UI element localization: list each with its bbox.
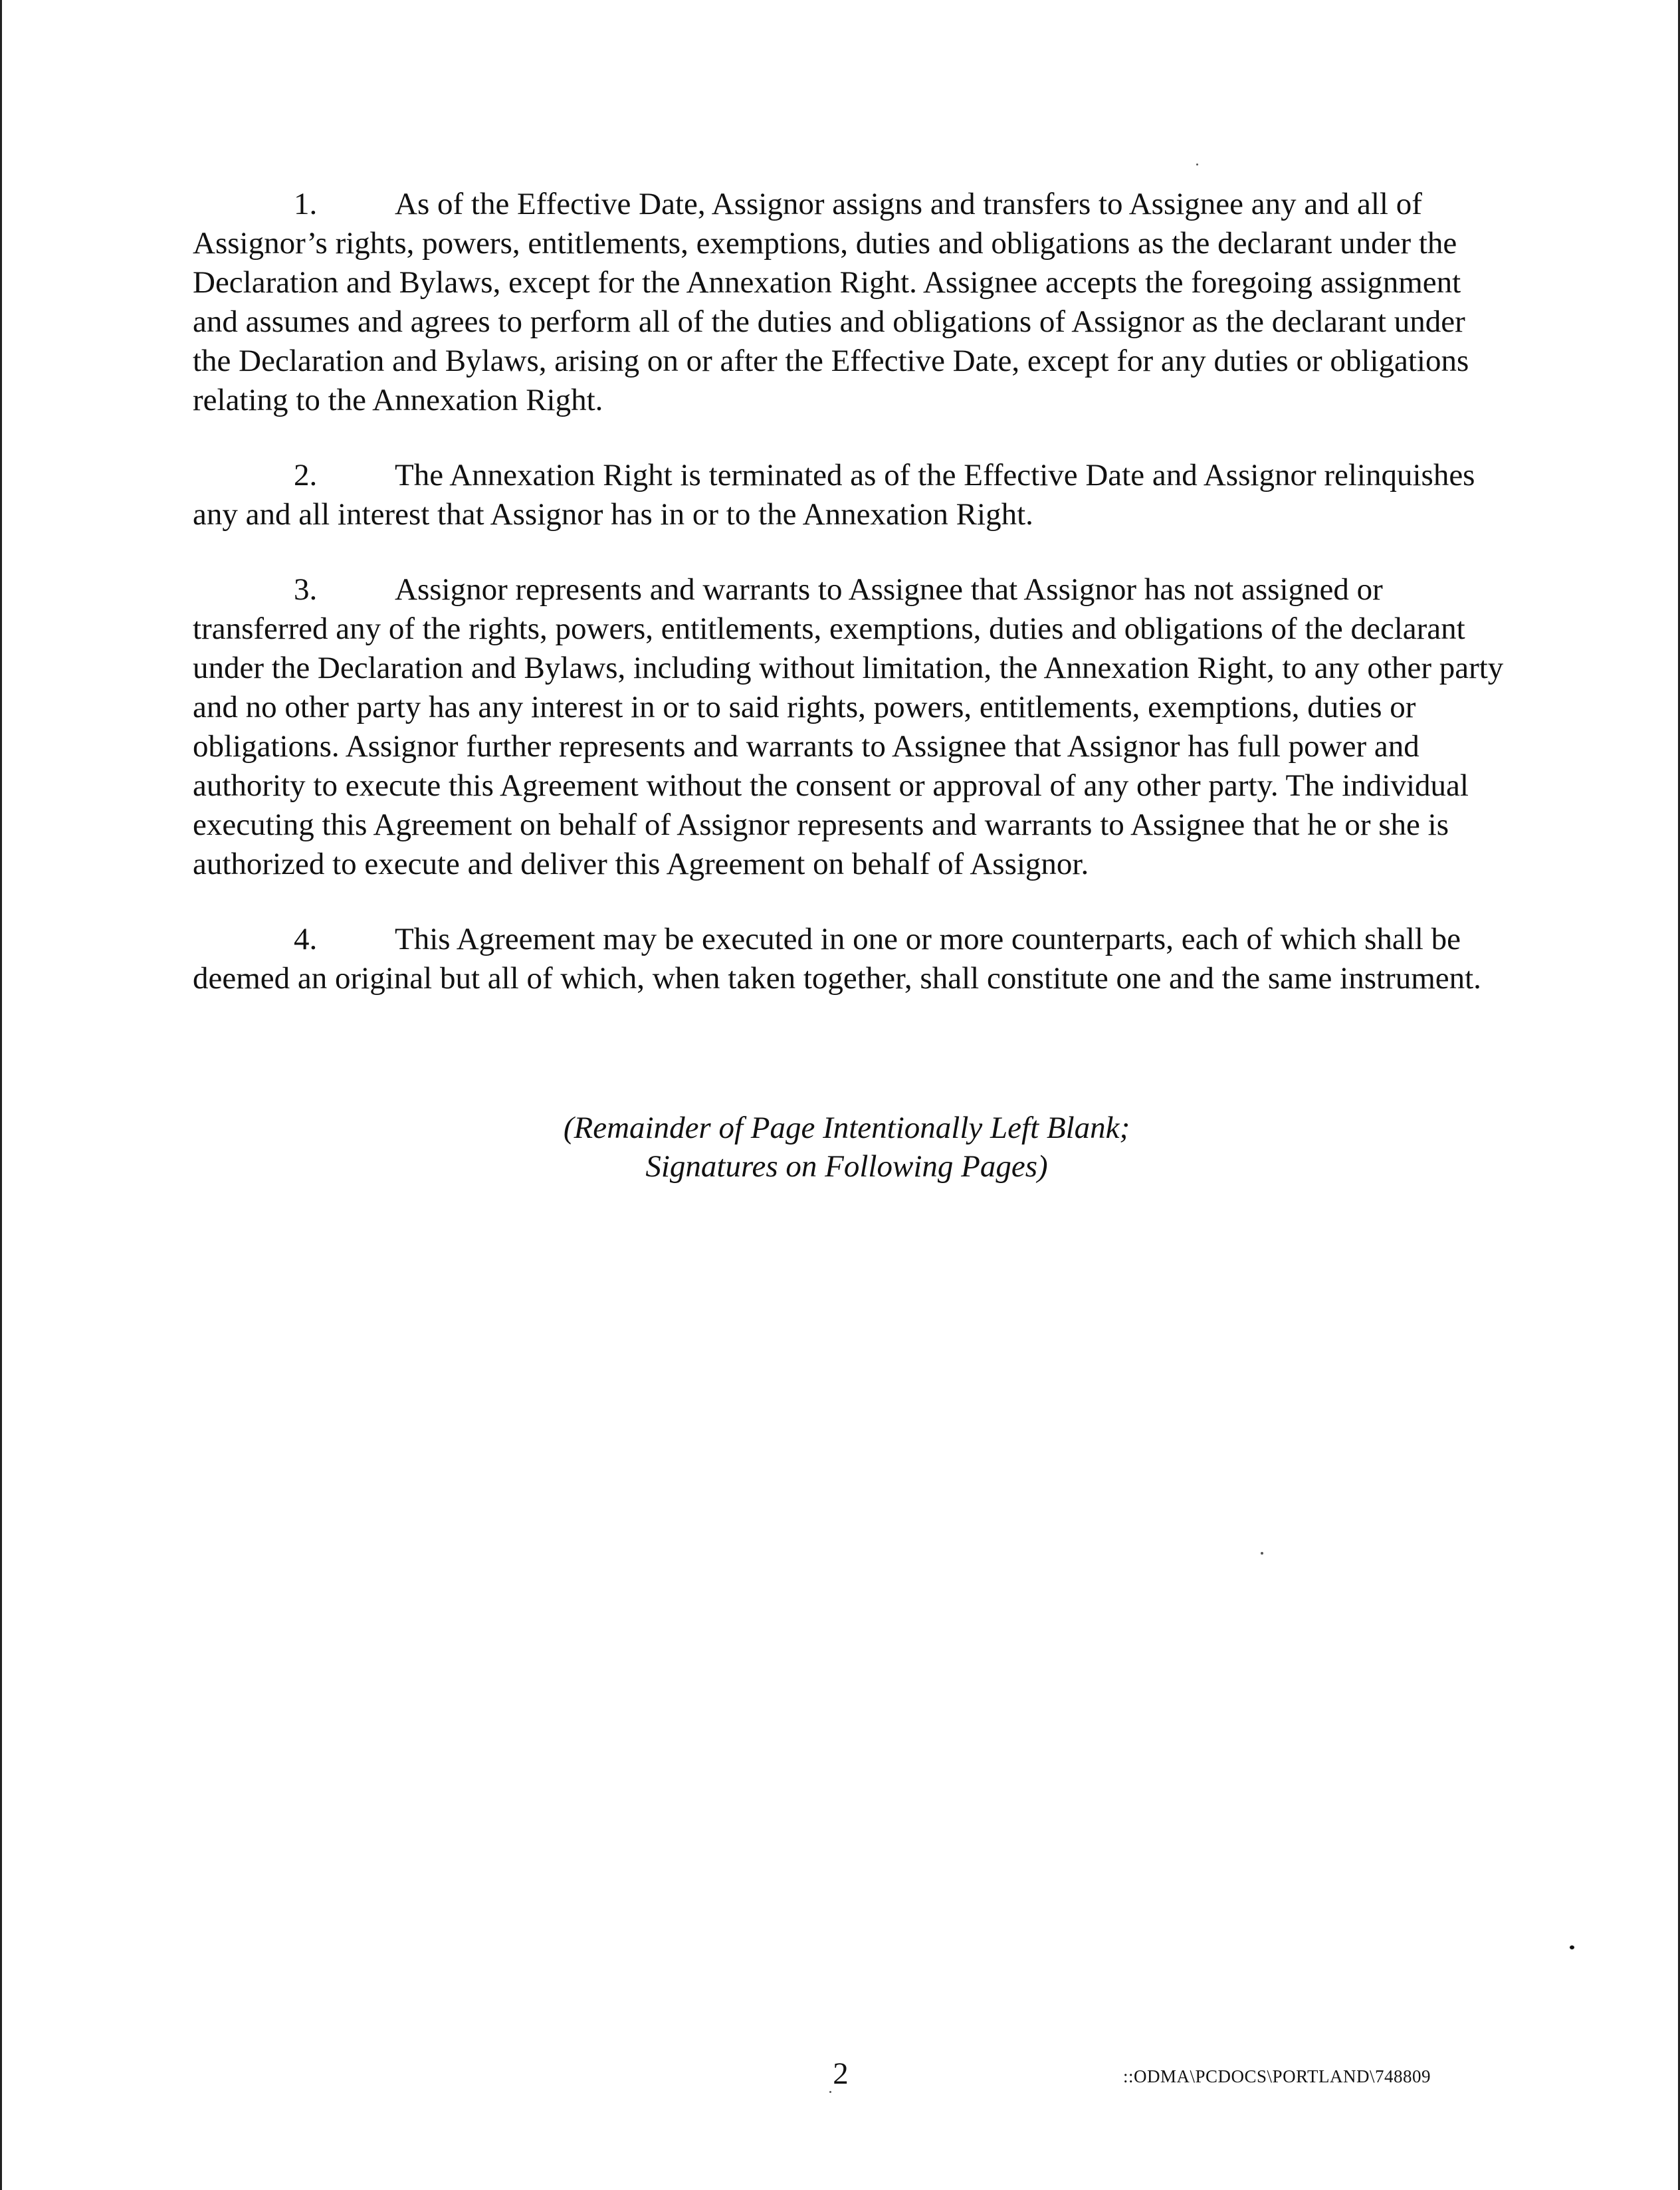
page-number: 2 — [833, 2056, 849, 2091]
paragraph-text: Assignor represents and warrants to Assignee that Assignor has not assigned or transferred any of the rights, powers, entitlements, exemptions, duties and obligations of the declarant under the Declaration and Bylaws, including without limitation, the Annexation Right, to any other party and no other party has any interest in or to said rights, powers, entitlements, exemptions, duties or obligations. Assignor further represents and warrants to Assignee that Assignor has full power and authority to execute this Agreement without the consent or approval of any other party. The individual executing this Agreement on behalf of Assignor represents and warrants to Assignee that he or she is authorized to execute and deliver this Agreement on behalf of Assignor. — [193, 572, 1504, 881]
paragraph-number: 4. — [294, 922, 318, 956]
scan-speck — [829, 2091, 831, 2093]
scan-speck — [1570, 1945, 1574, 1949]
paragraph-4 — [193, 920, 1505, 998]
paragraph-1 — [193, 185, 1505, 420]
remainder-note-line-2: Signatures on Following Pages) — [645, 1149, 1048, 1184]
paragraph-number: 1. — [294, 187, 318, 221]
paragraph-text: The Annexation Right is terminated as of the Effective Date and Assignor relinquishes any and all interest that Assignor has in or to the Annexation Right. — [193, 458, 1475, 532]
remainder-note-line-1: (Remainder of Page Intentionally Left Blank; — [563, 1111, 1130, 1145]
paragraph-3 — [193, 570, 1505, 884]
paragraph-text: This Agreement may be executed in one or more counterparts, each of which shall be deemed an original but all of which, when taken together, shall constitute one and the same instrument. — [193, 922, 1481, 996]
paragraph-text: As of the Effective Date, Assignor assigns and transfers to Assignee any and all of Assignor’s rights, powers, entitlements, exemptions, duties and obligations as the declarant under the Declaration and Bylaws, except for the Annexation Right. Assignee accepts the foregoing assignment and assumes and agrees to perform all of the duties and obligations of Assignor as the declarant under the Declaration and Bylaws, arising on or after the Effective Date, except for any duties or obligations relating to the Annexation Right. — [193, 187, 1469, 417]
agreement-body — [193, 185, 1505, 1034]
document-id: ::ODMA\PCDOCS\PORTLAND\748809 — [1123, 2066, 1431, 2086]
paragraph-number: 3. — [294, 572, 318, 607]
scan-speck — [1261, 1552, 1263, 1555]
remainder-note — [0, 1109, 1680, 1186]
scan-speck — [1196, 164, 1198, 165]
scan-edge-left — [0, 0, 2, 2190]
paragraph-number: 2. — [294, 458, 318, 493]
paragraph-2 — [193, 456, 1505, 534]
